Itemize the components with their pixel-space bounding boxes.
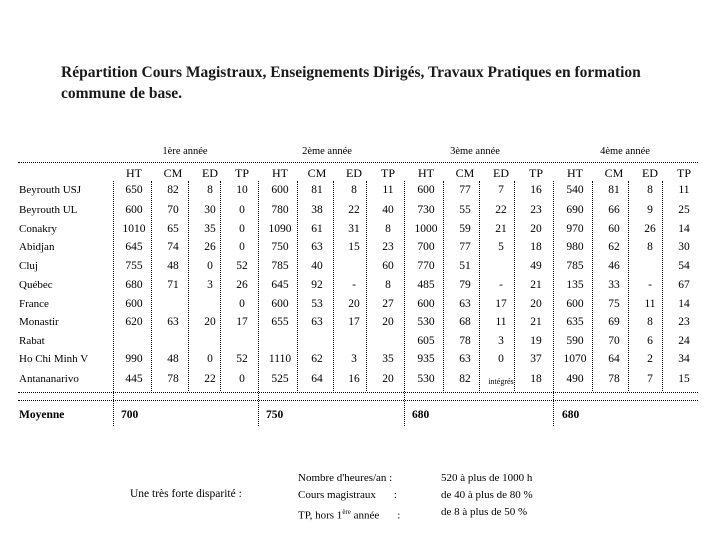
table-cell: 0 — [498, 353, 504, 365]
table-cell: 59 — [459, 223, 471, 235]
column-divider — [514, 181, 515, 391]
year-3-header: 3ème année — [450, 146, 500, 157]
table-cell: 78 — [167, 373, 179, 385]
table-cell: 20 — [530, 223, 542, 235]
table-cell: 31 — [348, 223, 360, 235]
table-cell: 11 — [382, 184, 394, 196]
stats-labels — [298, 470, 400, 525]
table-cell: 8 — [647, 184, 653, 196]
table-cell: 22 — [204, 373, 216, 385]
table-cell: 600 — [566, 298, 584, 310]
table-cell: 15 — [348, 241, 360, 253]
table-cell: 82 — [167, 184, 179, 196]
table-cell: 7 — [498, 184, 504, 196]
table-cell: 16 — [348, 373, 360, 385]
table-cell: 54 — [678, 260, 690, 272]
table-cell: 24 — [678, 335, 690, 347]
table-cell: 0 — [239, 298, 245, 310]
table-cell: 750 — [271, 241, 289, 253]
col-header-ed: ED — [642, 166, 658, 180]
col-header-cm: CM — [604, 166, 624, 180]
year-2-header: 2ème année — [302, 146, 352, 157]
table-cell: 75 — [608, 298, 620, 310]
moyenne-year-2: 750 — [266, 409, 284, 421]
table-cell: 1090 — [268, 223, 292, 235]
col-header-ed: ED — [202, 166, 218, 180]
row-label: Antananarivo — [19, 373, 79, 385]
table-cell: 77 — [459, 184, 471, 196]
table-cell: 0 — [207, 353, 213, 365]
table-cell: 6 — [647, 335, 653, 347]
column-divider — [151, 181, 152, 391]
col-header-cm: CM — [307, 166, 327, 180]
row-label: Cluj — [19, 260, 38, 272]
table-cell: 71 — [167, 279, 179, 291]
table-cell: 26 — [236, 279, 248, 291]
stats-label-tp: TP, hors 1ère année : — [298, 508, 401, 522]
table-cell: 63 — [167, 316, 179, 328]
table-cell: 20 — [204, 316, 216, 328]
table-cell: 1070 — [563, 353, 587, 365]
table-cell: 2 — [647, 353, 653, 365]
year-divider — [404, 181, 405, 426]
table-cell: 66 — [608, 204, 620, 216]
table-cell: 1110 — [268, 353, 292, 365]
column-divider — [366, 181, 367, 391]
table-cell: - — [352, 279, 356, 291]
table-cell: 55 — [459, 204, 471, 216]
table-cell: 3 — [207, 279, 213, 291]
table-cell: 22 — [348, 204, 360, 216]
column-divider — [220, 181, 221, 391]
table-cell: 7 — [647, 373, 653, 385]
table-cell: 64 — [608, 353, 620, 365]
table-cell: 15 — [678, 373, 690, 385]
year-divider — [113, 181, 114, 426]
row-label: France — [19, 298, 49, 310]
table-cell: 3 — [498, 335, 504, 347]
table-cell: 485 — [417, 279, 435, 291]
table-cell: 770 — [417, 260, 435, 272]
table-cell: 22 — [495, 204, 507, 216]
stats-values — [441, 470, 533, 521]
table-cell: 0 — [239, 223, 245, 235]
table-row — [18, 257, 698, 277]
table-cell: 8 — [385, 279, 391, 291]
table-cell: 990 — [125, 353, 143, 365]
table-cell: 600 — [417, 184, 435, 196]
table-row — [18, 350, 698, 370]
table-row — [18, 332, 698, 352]
table-cell: 61 — [311, 223, 323, 235]
year-divider — [258, 181, 259, 426]
table-cell: 700 — [417, 241, 435, 253]
table-cell: 20 — [348, 298, 360, 310]
table-cell: 980 — [566, 241, 584, 253]
table-cell: 530 — [417, 373, 435, 385]
table-cell: 620 — [125, 316, 143, 328]
column-divider — [592, 181, 593, 391]
table-row — [18, 276, 698, 296]
table-cell: 51 — [459, 260, 471, 272]
table-cell: - — [648, 279, 652, 291]
table-cell: 64 — [311, 373, 323, 385]
table-cell: 18 — [530, 373, 542, 385]
table-cell: 23 — [678, 316, 690, 328]
table-cell: 600 — [125, 298, 143, 310]
row-label: Québec — [19, 279, 53, 291]
table-cell: 16 — [530, 184, 542, 196]
table-cell: 14 — [678, 223, 690, 235]
table-cell: 81 — [311, 184, 323, 196]
table-cell: 445 — [125, 373, 143, 385]
table-cell: 10 — [236, 184, 248, 196]
table-cell: 23 — [530, 204, 542, 216]
table-cell: intégrés — [488, 377, 514, 386]
table-cell: 20 — [530, 298, 542, 310]
year-divider — [553, 181, 554, 426]
table-cell: 19 — [530, 335, 542, 347]
table-cell: 970 — [566, 223, 584, 235]
table-cell: 82 — [459, 373, 471, 385]
table-cell: 11 — [644, 298, 656, 310]
table-cell: 37 — [530, 353, 542, 365]
table-cell: 490 — [566, 373, 584, 385]
table-cell: 600 — [417, 298, 435, 310]
moyenne-label: Moyenne — [19, 409, 65, 421]
table-cell: 0 — [207, 260, 213, 272]
table-cell: 78 — [608, 373, 620, 385]
row-divider — [18, 162, 698, 163]
table-cell: 0 — [239, 204, 245, 216]
table-cell: 0 — [239, 373, 245, 385]
col-header-ht: HT — [126, 166, 142, 180]
table-cell: 530 — [417, 316, 435, 328]
table-cell: 605 — [417, 335, 435, 347]
table-cell: 525 — [271, 373, 289, 385]
col-header-cm: CM — [163, 166, 183, 180]
table-cell: 38 — [311, 204, 323, 216]
col-header-ht: HT — [418, 166, 434, 180]
table-row — [18, 181, 698, 201]
table-cell: 785 — [566, 260, 584, 272]
table-cell: 8 — [207, 184, 213, 196]
row-label: Beyrouth USJ — [19, 184, 82, 196]
table-cell: 655 — [271, 316, 289, 328]
table-cell: 40 — [311, 260, 323, 272]
table-cell: 730 — [417, 204, 435, 216]
table-cell: 21 — [530, 279, 542, 291]
table-cell: 780 — [271, 204, 289, 216]
moyenne-year-1: 700 — [121, 409, 139, 421]
col-header-cm: CM — [455, 166, 475, 180]
table-cell: 77 — [459, 241, 471, 253]
table-cell: 81 — [608, 184, 620, 196]
row-label: Conakry — [19, 223, 57, 235]
year-1-header: 1ère année — [162, 146, 208, 157]
table-cell: 63 — [459, 353, 471, 365]
table-cell: 63 — [311, 241, 323, 253]
table-cell: 35 — [204, 223, 216, 235]
table-cell: 34 — [678, 353, 690, 365]
col-header-tp: TP — [380, 166, 395, 180]
table-cell: 48 — [167, 353, 179, 365]
table-cell: 21 — [530, 316, 542, 328]
table-cell: 540 — [566, 184, 584, 196]
stats-value-cm: de 40 à plus de 80 % — [441, 489, 533, 501]
row-label: Abidjan — [19, 241, 55, 253]
table-cell: 17 — [495, 298, 507, 310]
col-header-tp: TP — [234, 166, 249, 180]
table-cell: 755 — [125, 260, 143, 272]
column-divider — [443, 181, 444, 391]
table-cell: 1010 — [122, 223, 146, 235]
table-cell: 70 — [167, 204, 179, 216]
disparity-label: Une très forte disparité : — [130, 488, 242, 500]
table-cell: 18 — [530, 241, 542, 253]
table-cell: 63 — [311, 316, 323, 328]
row-label: Monastir — [19, 316, 59, 328]
col-header-ht: HT — [272, 166, 288, 180]
table-cell: 23 — [382, 241, 394, 253]
table-cell: 35 — [382, 353, 394, 365]
col-header-ed: ED — [493, 166, 509, 180]
table-row — [18, 238, 698, 258]
col-header-ed: ED — [346, 166, 362, 180]
table-cell: 78 — [459, 335, 471, 347]
table-cell: 26 — [644, 223, 656, 235]
table-cell: 63 — [459, 298, 471, 310]
table-row — [18, 370, 698, 390]
stats-label-hours: Nombre d'heures/an : — [298, 472, 393, 484]
table-cell: 5 — [498, 241, 504, 253]
table-cell: 40 — [382, 204, 394, 216]
table-cell: 20 — [382, 316, 394, 328]
table-cell: 635 — [566, 316, 584, 328]
table-cell: 52 — [236, 260, 248, 272]
table-cell: 645 — [271, 279, 289, 291]
table-cell: 21 — [495, 223, 507, 235]
table-cell: 26 — [204, 241, 216, 253]
table-row — [18, 295, 698, 315]
table-cell: 65 — [167, 223, 179, 235]
column-divider — [333, 181, 334, 391]
row-label: Rabat — [19, 335, 45, 347]
stats-value-tp: de 8 à plus de 50 % — [441, 506, 528, 518]
column-divider — [297, 181, 298, 391]
table-cell: 49 — [530, 260, 542, 272]
stats-value-hours: 520 à plus de 1000 h — [441, 472, 533, 484]
table-cell: 11 — [495, 316, 507, 328]
table-cell: 600 — [271, 298, 289, 310]
table-cell: 52 — [236, 353, 248, 365]
table-cell: 135 — [566, 279, 584, 291]
table-cell: 48 — [167, 260, 179, 272]
table-cell: - — [499, 279, 503, 291]
table-cell: 17 — [236, 316, 248, 328]
table-cell: 0 — [239, 241, 245, 253]
page-title: Répartition Cours Magistraux, Enseignements Dirigés, Travaux Pratiques en formation commune de base. — [61, 64, 641, 102]
table-cell: 935 — [417, 353, 435, 365]
table-cell: 33 — [608, 279, 620, 291]
table-cell: 590 — [566, 335, 584, 347]
table-cell: 60 — [382, 260, 394, 272]
table-cell: 27 — [382, 298, 394, 310]
table-cell: 60 — [608, 223, 620, 235]
table-cell: 70 — [608, 335, 620, 347]
table-cell: 8 — [385, 223, 391, 235]
table-cell: 62 — [608, 241, 620, 253]
table-cell: 69 — [608, 316, 620, 328]
table-cell: 8 — [351, 184, 357, 196]
table-row — [18, 201, 698, 221]
table-cell: 92 — [311, 279, 323, 291]
table-cell: 68 — [459, 316, 471, 328]
table-cell: 690 — [566, 204, 584, 216]
table-cell: 14 — [678, 298, 690, 310]
table-cell: 25 — [678, 204, 690, 216]
table-cell: 79 — [459, 279, 471, 291]
table-cell: 650 — [125, 184, 143, 196]
table-cell: 785 — [271, 260, 289, 272]
column-divider — [479, 181, 480, 391]
table-cell: 680 — [125, 279, 143, 291]
table-cell: 645 — [125, 241, 143, 253]
table-cell: 3 — [351, 353, 357, 365]
table-row — [18, 220, 698, 240]
table-cell: 30 — [204, 204, 216, 216]
table-cell: 1000 — [414, 223, 438, 235]
column-divider — [662, 181, 663, 391]
table-cell: 62 — [311, 353, 323, 365]
table-cell: 600 — [125, 204, 143, 216]
table-cell: 74 — [167, 241, 179, 253]
row-divider — [18, 400, 698, 401]
col-header-tp: TP — [676, 166, 691, 180]
year-4-header: 4ème année — [600, 146, 650, 157]
table-cell: 8 — [647, 316, 653, 328]
row-label: Beyrouth UL — [19, 204, 78, 216]
stats-label-cm: Cours magistraux : — [298, 489, 397, 501]
table-cell: 30 — [678, 241, 690, 253]
col-header-ht: HT — [567, 166, 583, 180]
table-cell: 9 — [647, 204, 653, 216]
table-cell: 67 — [678, 279, 690, 291]
column-divider — [188, 181, 189, 391]
table-row — [18, 313, 698, 333]
moyenne-year-4: 680 — [562, 409, 580, 421]
table-cell: 8 — [647, 241, 653, 253]
table-cell: 53 — [311, 298, 323, 310]
row-divider — [18, 392, 698, 393]
table-cell: 17 — [348, 316, 360, 328]
table-cell: 20 — [382, 373, 394, 385]
column-divider — [628, 181, 629, 391]
table-cell: 46 — [608, 260, 620, 272]
col-header-tp: TP — [528, 166, 543, 180]
table-cell: 11 — [678, 184, 690, 196]
moyenne-year-3: 680 — [412, 409, 430, 421]
row-label: Ho Chi Minh V — [19, 353, 89, 365]
table-cell: 600 — [271, 184, 289, 196]
